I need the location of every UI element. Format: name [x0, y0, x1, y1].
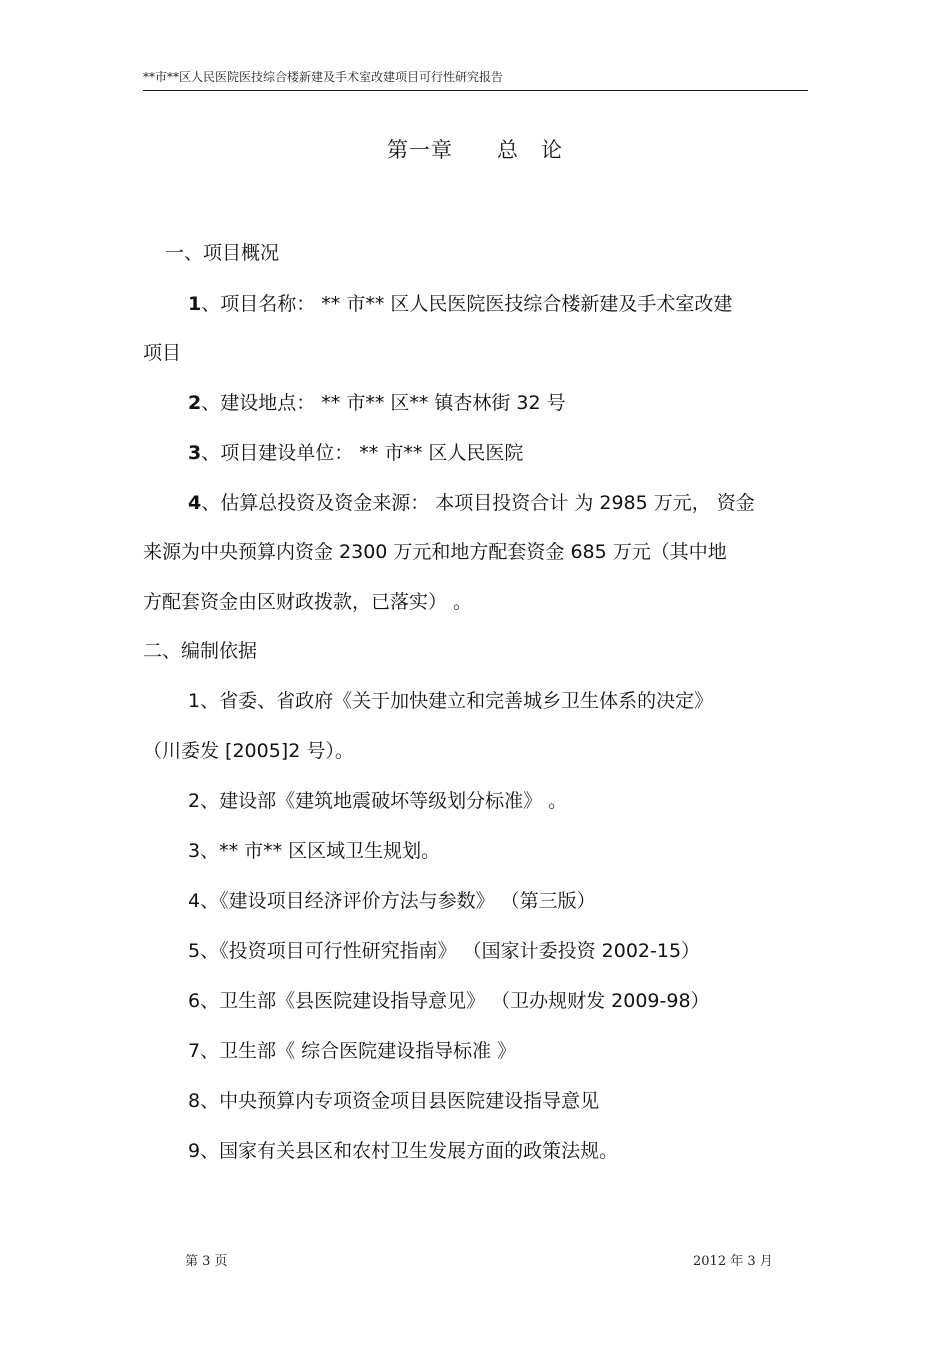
- overview-item-1-cont: 项目: [143, 342, 182, 364]
- chapter-title: [0, 134, 950, 164]
- basis-item-6: 6、卫生部《县医院建设指导意见》 （卫办规财发 2009-98）: [188, 990, 710, 1012]
- item-text: 、项目名称： ** 市** 区人民医院医技综合楼新建及手术室改建: [201, 293, 733, 315]
- footer-date: 2012 年 3 月: [693, 1254, 773, 1269]
- item-text: 、建设地点： ** 市** 区** 镇杏林街 32 号: [201, 392, 566, 414]
- basis-item-1-cont: （川委发 [2005]2 号）。: [143, 740, 354, 762]
- overview-item-2: [188, 390, 566, 416]
- chapter-number: 第一章: [387, 138, 453, 162]
- basis-item-8: 8、中央预算内专项资金项目县医院建设指导意见: [188, 1090, 600, 1112]
- item-text: 、估算总投资及资金来源： 本项目投资合计 为 2985 万元， 资金: [201, 492, 755, 514]
- basis-item-7: 7、卫生部《 综合医院建设指导标准 》: [188, 1040, 517, 1062]
- header-title: **市**区人民医院医技综合楼新建及手术室改建项目可行性研究报告: [143, 70, 504, 84]
- overview-item-4-cont2: 方配套资金由区财政拨款，已落实） 。: [143, 591, 473, 613]
- overview-item-4: [188, 490, 755, 516]
- basis-item-3: 3、** 市** 区区域卫生规划。: [188, 840, 441, 862]
- item-text: 、项目建设单位： ** 市** 区人民医院: [201, 442, 524, 464]
- basis-item-2: 2、建设部《建筑地震破坏等级划分标准》 。: [188, 790, 568, 812]
- item-number: 4: [188, 492, 202, 514]
- section-heading-basis: 二、编制依据: [143, 640, 258, 662]
- basis-item-4: 4、《建设项目经济评价方法与参数》 （第三版）: [188, 890, 596, 912]
- page-number: 第 3 页: [185, 1254, 228, 1269]
- chapter-word-2: 论: [541, 138, 563, 162]
- overview-item-4-cont: 来源为中央预算内资金 2300 万元和地方配套资金 685 万元（其中地: [143, 541, 727, 563]
- basis-item-1: 1、省委、省政府《关于加快建立和完善城乡卫生体系的决定》: [188, 690, 714, 712]
- overview-item-3: [188, 440, 523, 466]
- item-number: 3: [188, 442, 202, 464]
- item-number: 2: [188, 392, 202, 414]
- item-number: 1: [188, 293, 202, 315]
- overview-item-1: [188, 291, 732, 317]
- basis-item-5: 5、《投资项目可行性研究指南》 （国家计委投资 2002-15）: [188, 940, 701, 962]
- basis-item-9: 9、国家有关县区和农村卫生发展方面的政策法规。: [188, 1140, 619, 1162]
- chapter-word-1: 总: [497, 138, 519, 162]
- section-heading-overview: 一、项目概况: [165, 242, 280, 264]
- running-header: [143, 68, 808, 91]
